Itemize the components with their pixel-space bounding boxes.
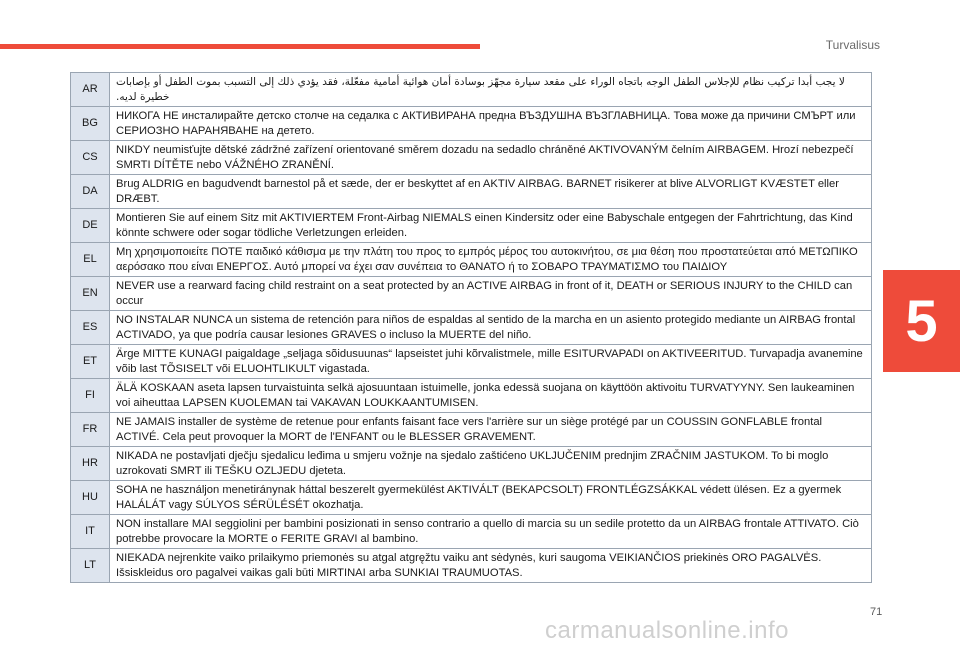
warning-text: Brug ALDRIG en bagudvendt barnestol på et sæde, der er beskyttet af en AKTIV AIRBAG. BARNET risikerer at blive ALVORLIGT KVÆSTET eller DRÆBT. — [110, 175, 872, 209]
language-code: IT — [71, 515, 110, 549]
page-number: 71 — [870, 606, 883, 618]
chapter-number: 5 — [905, 288, 938, 354]
chapter-tab — [883, 270, 960, 372]
warning-text: NIKDY neumisťujte dětské zádržné zařízení orientované směrem dozadu na sedadlo chráněné AKTIVOVANÝM čelním AIRBAGEM. Hrozí nebezpečí SMRTI DÍTĚTE nebo VÁŽNÉHO ZRANĚNÍ. — [110, 141, 872, 175]
language-code: EL — [71, 243, 110, 277]
warning-text: NIEKADA nejrenkite vaiko prilaikymo priemonės su atgal atgręžtu vaiku ant sėdynės, kuri saugoma VEIKIANČIOS priekinės ORO PAGALVĖS. Išsiskleidus oro pagalvei vaikas gali būti MIRTINAI arba SUNKIAI TRAUMUOTAS. — [110, 549, 872, 583]
table-row — [71, 549, 872, 583]
table-row — [71, 175, 872, 209]
header-accent-bar — [0, 44, 480, 49]
language-code: ET — [71, 345, 110, 379]
table-row — [71, 243, 872, 277]
language-code: EN — [71, 277, 110, 311]
warning-text: NIKADA ne postavljati dječju sjedalicu leđima u smjeru vožnje na sjedalo zaštićeno UKLJUČENIM prednjim ZRAČNIM JASTUKOM. To bi moglo uzrokovati SMRT ili TEŠKU OZLJEDU djeteta. — [110, 447, 872, 481]
warning-table-body — [71, 73, 872, 583]
table-row — [71, 107, 872, 141]
table-row — [71, 209, 872, 243]
table-row — [71, 413, 872, 447]
warning-text: Montieren Sie auf einem Sitz mit AKTIVIERTEM Front-Airbag NIEMALS einen Kindersitz oder eine Babyschale entgegen der Fahrtrichtung, das Kind könnte schwere oder sogar tödliche Verletzungen erleiden. — [110, 209, 872, 243]
warning-text: Ärge MITTE KUNAGI paigaldage „seljaga sõidusuunas“ lapseistet juhi kõrvalistmele, mille ESITURVAPADI on AKTIVEERITUD. Turvapadja avanemine võib last TÕSISELT või ELUOHTLIKULT vigastada. — [110, 345, 872, 379]
table-row — [71, 379, 872, 413]
warning-text: NON installare MAI seggiolini per bambini posizionati in senso contrario a quello di marcia su un sedile protetto da un AIRBAG frontale ATTIVATO. Ciò potrebbe provocare la MORTE o FERITE GRAVI al bambino. — [110, 515, 872, 549]
table-row — [71, 311, 872, 345]
warning-text: NEVER use a rearward facing child restraint on a seat protected by an ACTIVE AIRBAG in front of it, DEATH or SERIOUS INJURY to the CHILD can occur — [110, 277, 872, 311]
table-row — [71, 345, 872, 379]
warning-text: НИКОГА НЕ инсталирайте детско столче на седалка с АКТИВИРАНА предна ВЪЗДУШНА ВЪЗГЛАВНИЦА. Това може да причини СМЪРТ или СЕРИОЗНО НАРАНЯВАНЕ на детето. — [110, 107, 872, 141]
warning-text: ÄLÄ KOSKAAN aseta lapsen turvaistuinta selkä ajosuuntaan istuimelle, jonka edessä suojana on käyttöön aktivoitu TURVATYYNY. Sen laukeaminen voi aiheuttaa LAPSEN KUOLEMAN tai VAKAVAN LOUKKAANTUMISEN. — [110, 379, 872, 413]
language-code: ES — [71, 311, 110, 345]
language-code: HU — [71, 481, 110, 515]
language-code: BG — [71, 107, 110, 141]
warning-text: NE JAMAIS installer de système de retenue pour enfants faisant face vers l'arrière sur un siège protégé par un COUSSIN GONFLABLE frontal ACTIVÉ. Cela peut provoquer la MORT de l'ENFANT ou le BLESSER GRAVEMENT. — [110, 413, 872, 447]
airbag-warning-table — [70, 72, 872, 583]
language-code: DA — [71, 175, 110, 209]
table-row — [71, 515, 872, 549]
language-code: FR — [71, 413, 110, 447]
warning-text: Μη χρησιμοποιείτε ΠΟΤΕ παιδικό κάθισμα με την πλάτη του προς το εμπρός μέρος του αυτοκινήτου, σε μια θέση που προστατεύεται από ΜΕΤΩΠΙΚΟ αερόσακο που είναι ΕΝΕΡΓΟΣ. Αυτό μπορεί να έχει σαν συνέπεια το ΘΑΝΑΤΟ ή το ΣΟΒΑΡΟ ΤΡΑΥΜΑΤΙΣΜΟ του ΠΑΙΔΙΟΥ — [110, 243, 872, 277]
warning-text: NO INSTALAR NUNCA un sistema de retención para niños de espaldas al sentido de la marcha en un asiento protegido mediante un AIRBAG frontal ACTIVADO, ya que podría causar lesiones GRAVES o incluso la MUERTE del niño. — [110, 311, 872, 345]
language-code: LT — [71, 549, 110, 583]
language-code: DE — [71, 209, 110, 243]
warning-text: لا يجب أبدا تركيب نظام للإجلاس الطفل الوجه باتجاه الوراء على مقعد سيارة مجهّز بوسادة أمان هوائية أمامية مفعّلة، فقد يؤدي ذلك إلى التسبب بموت الطفل أو بإصابات خطيرة لديه. — [110, 73, 872, 107]
table-row — [71, 73, 872, 107]
language-code: AR — [71, 73, 110, 107]
language-code: HR — [71, 447, 110, 481]
language-code: FI — [71, 379, 110, 413]
table-row — [71, 447, 872, 481]
table-row — [71, 481, 872, 515]
section-title: Turvalisus — [825, 38, 880, 52]
warning-text: SOHA ne használjon menetiránynak háttal beszerelt gyermekülést AKTIVÁLT (BEKAPCSOLT) FRONTLÉGZSÁKKAL védett ülésen. Ez a gyermek HALÁLÁT vagy SÚLYOS SÉRÜLÉSÉT okozhatja. — [110, 481, 872, 515]
language-code: CS — [71, 141, 110, 175]
table-row — [71, 141, 872, 175]
table-row — [71, 277, 872, 311]
watermark: carmanualsonline.info — [545, 617, 789, 644]
